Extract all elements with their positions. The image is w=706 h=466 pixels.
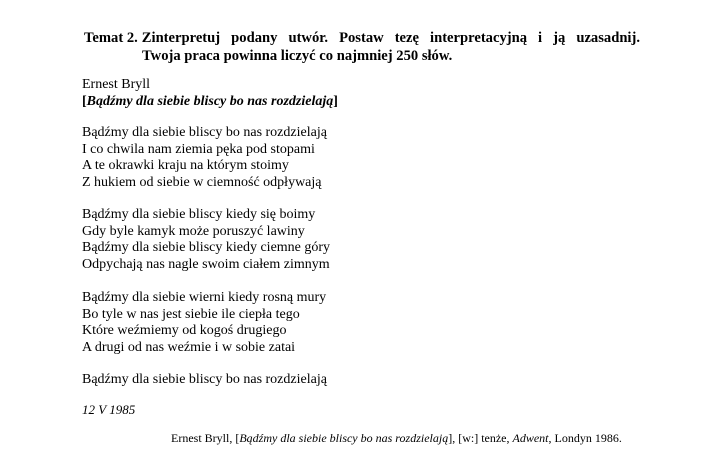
poem-line: Które weźmiemy od kogoś drugiego: [82, 323, 287, 339]
poem-author: Ernest Bryll: [82, 77, 151, 92]
poem-line: A te okrawki kraju na którym stoimy: [82, 158, 289, 174]
poem-line: Bądźmy dla siebie bliscy bo nas rozdzielają: [82, 125, 327, 140]
poem-line: Bądźmy dla siebie bliscy kiedy ciemne góry: [82, 240, 331, 256]
title-bracket-close: ]: [333, 94, 338, 109]
task-instruction: Zinterpretuj podany utwór. Postaw tezę interpretacyjną i ją uzasadnij.: [141, 30, 640, 46]
poem-date: 12 V 1985: [82, 402, 136, 417]
poem-line: Bądźmy dla siebie bliscy kiedy się boimy: [82, 207, 316, 222]
poem-line: I co chwila nam ziemia pęka pod stopami: [82, 141, 315, 157]
source-citation: [171, 431, 622, 446]
source-book: Adwent: [512, 431, 549, 445]
poem-stanza-3: [82, 290, 326, 357]
poem-line: Bądźmy dla siebie bliscy bo nas rozdzielają: [82, 372, 327, 387]
source-middle: ], [w:] tenże,: [448, 431, 513, 445]
task-line-1: [84, 29, 640, 47]
poem-stanza-4: [82, 372, 327, 389]
source-title: Bądźmy dla siebie bliscy bo nas rozdzielają: [239, 431, 449, 445]
poem-line: A drugi od nas weźmie i w sobie zatai: [82, 340, 296, 356]
poem-line: Gdy byle kamyk może poruszyć lawiny: [82, 223, 305, 239]
poem-line: Bądźmy dla siebie wierni kiedy rosną mury: [82, 290, 327, 305]
poem-stanza-2: [82, 207, 330, 274]
task-word-count-requirement: Twoja praca powinna liczyć co najmniej 250 słów.: [142, 48, 453, 64]
task-label: Temat 2.: [84, 30, 138, 46]
source-prefix: Ernest Bryll, [: [171, 431, 240, 445]
poem-stanza-1: [82, 125, 327, 192]
poem-line: Bo tyle w nas jest siebie ile ciepła tego: [82, 306, 300, 322]
poem-title: [82, 93, 338, 110]
poem-title-text: Bądźmy dla siebie bliscy bo nas rozdzielają: [86, 94, 334, 109]
source-suffix: , Londyn 1986.: [548, 431, 622, 445]
poem-line: Odpychają nas nagle swoim ciałem zimnym: [82, 257, 330, 273]
task-prompt: [84, 29, 640, 65]
poem-line: Z hukiem od siebie w ciemność odpływają: [82, 175, 322, 191]
title-bracket-open: [: [82, 94, 87, 109]
